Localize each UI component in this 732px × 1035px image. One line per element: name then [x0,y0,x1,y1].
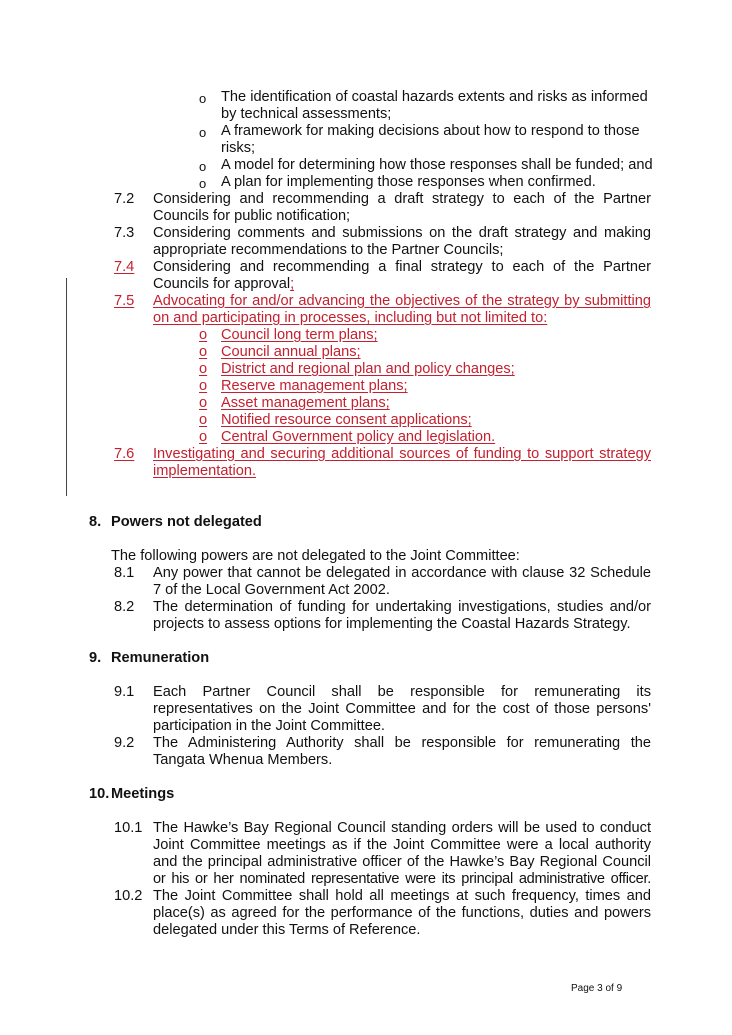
item-text: Tangata Whenua Members. [153,752,333,768]
item-text: and the principal administrative officer of the Hawke’s Bay Regional Council [153,854,651,870]
inserted-text: ; [290,276,295,292]
inserted-text [153,446,651,463]
change-bar [66,278,67,496]
bullet-marker: o [199,91,207,106]
section-number: 8. [89,514,102,530]
item-number: 10.2 [114,888,143,904]
item-number: 9.1 [114,684,135,700]
item-text: representatives on the Joint Committee and for the cost of those persons' [153,701,651,717]
inserted-line: Advocating for and/or advancing the objectives of the strategy by submitting [153,293,651,309]
bullet-marker: o [199,159,207,174]
bullet-marker: o [199,395,208,411]
item-text: The Administering Authority shall be responsible for remunerating the [153,735,651,751]
item-text: Councils for public notification; [153,208,351,224]
inserted-text [153,293,651,310]
bullet-text: A plan for implementing those responses when confirmed. [221,174,596,190]
bullet-text: Notified resource consent applications; [221,412,472,428]
item-number: 8.1 [114,565,135,581]
bullet-marker: o [199,412,208,428]
section-title: Remuneration [111,650,210,666]
bullet-text: The identification of coastal hazards extents and risks as informed [221,89,648,105]
bullet-marker: o [199,176,207,191]
item-number: 9.2 [114,735,135,751]
item-text: or his or her nominated representative were its principal administrative officer. [153,871,651,887]
item-text: place(s) as agreed for the performance of the functions, duties and powers [153,905,651,921]
item-number: 7.5 [114,293,135,309]
inserted-text: implementation. [153,463,257,479]
item-text: Each Partner Council shall be responsible for remunerating its [153,684,651,700]
inserted-text: on and participating in processes, including but not limited to: [153,310,548,326]
section-title: Powers not delegated [111,514,262,530]
bullet-marker: o [199,361,208,377]
bullet-text: Reserve management plans; [221,378,408,394]
item-text: Considering and recommending a final strategy to each of the Partner [153,259,651,275]
item-text-part: Councils for approval [153,276,291,292]
item-text: Any power that cannot be delegated in accordance with clause 32 Schedule [153,565,651,581]
bullet-text: Council long term plans; [221,327,378,343]
item-number: 7.2 [114,191,135,207]
item-text: The determination of funding for undertaking investigations, studies and/or [153,599,651,615]
bullet-marker: o [199,327,208,343]
section-number: 9. [89,650,102,666]
section-title: Meetings [111,786,175,802]
page-number: Page 3 of 9 [571,983,623,994]
item-text: The Joint Committee shall hold all meetings at such frequency, times and [153,888,651,904]
item-text: projects to assess options for implementing the Coastal Hazards Strategy. [153,616,631,632]
bullet-marker: o [199,378,208,394]
item-text: appropriate recommendations to the Partner Councils; [153,242,504,258]
bullet-marker: o [199,429,208,445]
item-number: 8.2 [114,599,135,615]
item-text: 7 of the Local Government Act 2002. [153,582,390,598]
item-text: Considering and recommending a draft strategy to each of the Partner [153,191,651,207]
section-intro: The following powers are not delegated to the Joint Committee: [111,548,520,564]
item-text [153,276,294,293]
item-text: Considering comments and submissions on the draft strategy and making [153,225,651,241]
bullet-text: A model for determining how those responses shall be funded; and [221,157,653,173]
item-number: 7.3 [114,225,135,241]
item-number: 7.6 [114,446,135,462]
bullet-text: District and regional plan and policy changes; [221,361,515,377]
bullet-text: Council annual plans; [221,344,361,360]
bullet-text: by technical assessments; [221,106,392,122]
item-text: The Hawke’s Bay Regional Council standing orders will be used to conduct [153,820,651,836]
bullet-marker: o [199,344,208,360]
item-text: delegated under this Terms of Reference. [153,922,421,938]
bullet-text: Central Government policy and legislation. [221,429,496,445]
item-number: 10.1 [114,820,143,836]
bullet-text: Asset management plans; [221,395,390,411]
bullet-text: A framework for making decisions about how to respond to those [221,123,640,139]
item-number: 7.4 [114,259,135,275]
item-text: Joint Committee meetings as if the Joint Committee were a local authority [153,837,651,853]
inserted-line: Investigating and securing additional sources of funding to support strategy [153,446,651,462]
section-number: 10. [89,786,110,802]
bullet-text: risks; [221,140,256,156]
item-text: participation in the Joint Committee. [153,718,385,734]
bullet-marker: o [199,125,207,140]
